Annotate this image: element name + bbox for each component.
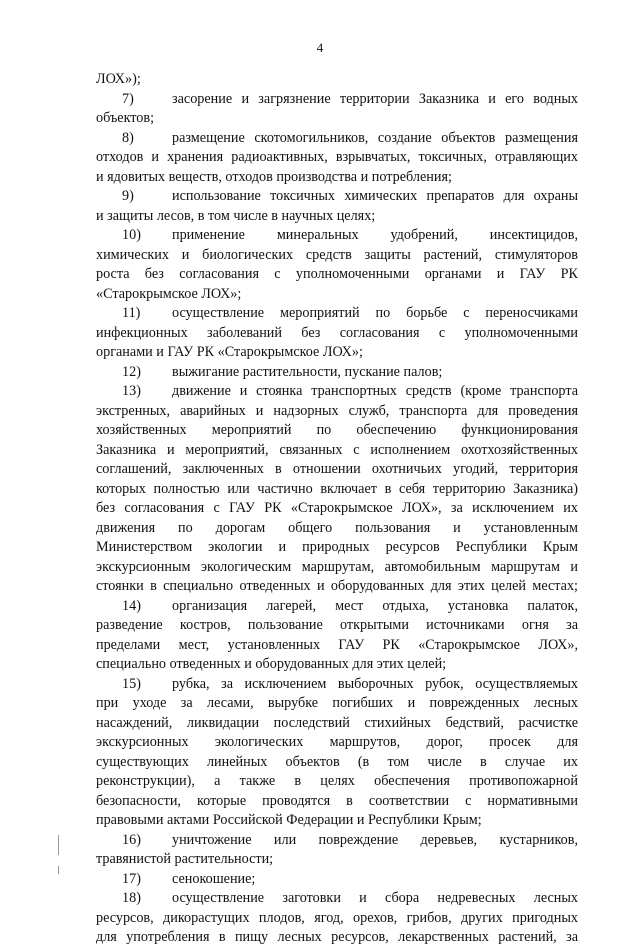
item-text: использование токсичных химических препаратов для охраны — [172, 188, 578, 204]
item-text: экскурсионных экологических маршрутов, дорог, просек для — [96, 734, 578, 750]
item-number: 18) — [122, 890, 141, 906]
item-text: соглашений, заключенных в отношении охотничьих угодий, территория — [96, 461, 578, 477]
text-line — [96, 831, 578, 849]
item-text: правовыми актами Российской Федерации и Республики Крым; — [96, 812, 482, 828]
text-line — [96, 519, 578, 537]
scan-margin-mark — [58, 866, 59, 874]
text-line — [96, 850, 578, 868]
text-line — [96, 753, 578, 771]
item-text: органами и ГАУ РК «Старокрымское ЛОХ»; — [96, 344, 363, 360]
item-text: осуществление мероприятий по борьбе с переносчиками — [172, 305, 578, 321]
text-line — [96, 148, 578, 166]
text-line — [96, 577, 578, 595]
text-line — [96, 285, 578, 303]
text-line — [96, 324, 578, 342]
text-line — [96, 772, 578, 790]
item-text: инфекционных заболеваний без согласования с уполномоченными — [96, 324, 578, 341]
text-line — [96, 909, 578, 927]
item-text: применение минеральных удобрений, инсектицидов, — [172, 227, 578, 243]
item-text: экскурсионным экологическим маршрутам, автомобильным маршрутам и — [96, 558, 578, 575]
text-line — [96, 675, 578, 693]
item-text: и защиты лесов, в том числе в научных целях; — [96, 207, 376, 224]
text-line — [96, 499, 578, 517]
text-line — [96, 870, 578, 888]
item-text: засорение и загрязнение территории Заказника и его водных — [172, 90, 578, 107]
item-number: 17) — [122, 870, 141, 887]
text-line — [96, 714, 578, 732]
item-text: выжигание растительности, пускание палов; — [172, 363, 443, 380]
item-text: движение и стоянка транспортных средств (кроме транспорта — [172, 383, 578, 399]
item-text: уничтожение или повреждение деревьев, кустарников, — [172, 831, 578, 848]
item-text: объектов; — [96, 110, 155, 126]
item-text: размещение скотомогильников, создание объектов размещения — [172, 129, 578, 146]
item-text: организация лагерей, мест отдыха, установка палаток, — [172, 597, 578, 614]
item-text: хозяйственных мероприятий по обеспечению функционирования — [96, 422, 578, 438]
item-text: без согласования с ГАУ РК «Старокрымское ЛОХ», за исключением их — [96, 500, 578, 516]
page-number: 4 — [316, 40, 324, 55]
text-line — [96, 480, 578, 498]
item-text: рубка, за исключением выборочных рубок, осуществляемых — [172, 675, 578, 692]
item-text: осуществление заготовки и сбора недревесных лесных — [172, 890, 578, 906]
text-line — [96, 109, 578, 127]
text-line — [96, 402, 578, 420]
item-text: ЛОХ»); — [96, 71, 141, 87]
item-text: Заказника и мероприятий, связанных с исполнением охотхозяйственных — [96, 441, 578, 458]
item-number: 14) — [122, 597, 141, 614]
text-line — [96, 889, 578, 907]
item-text: реконструкции), а также в целях обеспечения противопожарной — [96, 773, 578, 789]
scan-margin-mark — [58, 835, 59, 855]
text-line — [96, 460, 578, 478]
text-line — [96, 363, 578, 381]
item-number: 15) — [122, 675, 141, 692]
item-text: сенокошение; — [172, 870, 256, 887]
text-line — [96, 811, 578, 829]
item-number: 16) — [122, 831, 141, 848]
text-line — [96, 343, 578, 361]
text-line — [96, 928, 578, 946]
item-text: «Старокрымское ЛОХ»; — [96, 285, 242, 302]
text-line — [96, 616, 578, 634]
item-number: 9) — [122, 188, 134, 204]
item-text: и ядовитых веществ, отходов производства и потребления; — [96, 168, 452, 185]
item-text: стоянки в специально отведенных и оборудованных для этих целей местах; — [96, 578, 578, 594]
text-line — [96, 597, 578, 615]
item-number: 7) — [122, 90, 134, 107]
item-text: ресурсов, дикорастущих плодов, ягод, орехов, грибов, других пригодных — [96, 909, 578, 926]
item-text: экстренных, аварийных и надзорных служб, транспорта для проведения — [96, 402, 578, 419]
text-line — [96, 207, 578, 225]
text-line — [96, 792, 578, 810]
item-number: 8) — [122, 129, 134, 146]
text-line — [96, 558, 578, 576]
item-number: 11) — [122, 305, 141, 321]
item-text: насаждений, ликвидации последствий стихийных бедствий, расчистке — [96, 714, 578, 731]
item-text: химических и биологических средств защиты растений, стимуляторов — [96, 246, 578, 263]
item-number: 13) — [122, 383, 141, 399]
item-text: безопасности, которые проводятся в соответствии с нормативными — [96, 792, 578, 809]
item-text: при уходе за лесами, вырубке погибших и поврежденных лесных — [96, 695, 578, 711]
text-line — [96, 168, 578, 186]
text-line — [96, 538, 578, 556]
text-line — [96, 655, 578, 673]
text-line — [96, 636, 578, 654]
item-text: травянистой растительности; — [96, 851, 274, 867]
text-line — [96, 421, 578, 439]
item-text: которых полностью или частично включает в себя территорию Заказника) — [96, 480, 578, 497]
text-line — [96, 265, 578, 283]
item-text: для употребления в пищу лесных ресурсов, лекарственных растений, за — [96, 929, 578, 945]
item-text: Министерством экологии и природных ресурсов Республики Крым — [96, 539, 578, 555]
text-line — [96, 694, 578, 712]
text-line — [96, 382, 578, 400]
item-text: разведение костров, пользование открытыми источниками огня за — [96, 617, 578, 633]
text-line — [96, 129, 578, 147]
text-line — [96, 733, 578, 751]
text-line — [96, 441, 578, 459]
text-line — [96, 226, 578, 244]
text-line — [96, 187, 578, 205]
text-line — [96, 90, 578, 108]
item-text: специально отведенных и оборудованных для этих целей; — [96, 656, 447, 672]
text-line — [96, 70, 578, 88]
item-text: движения по дорогам общего пользования и установленным — [96, 519, 578, 536]
item-number: 12) — [122, 363, 141, 380]
text-line — [96, 246, 578, 264]
item-text: роста без согласования с уполномоченными органами и ГАУ РК — [96, 266, 578, 282]
text-line — [96, 304, 578, 322]
item-number: 10) — [122, 227, 141, 243]
item-text: существующих линейных объектов (в том числе в случае их — [96, 753, 578, 770]
item-text: пределами мест, установленных ГАУ РК «Старокрымское ЛОХ», — [96, 636, 578, 653]
item-text: отходов и хранения радиоактивных, взрывчатых, токсичных, отравляющих — [96, 149, 578, 165]
